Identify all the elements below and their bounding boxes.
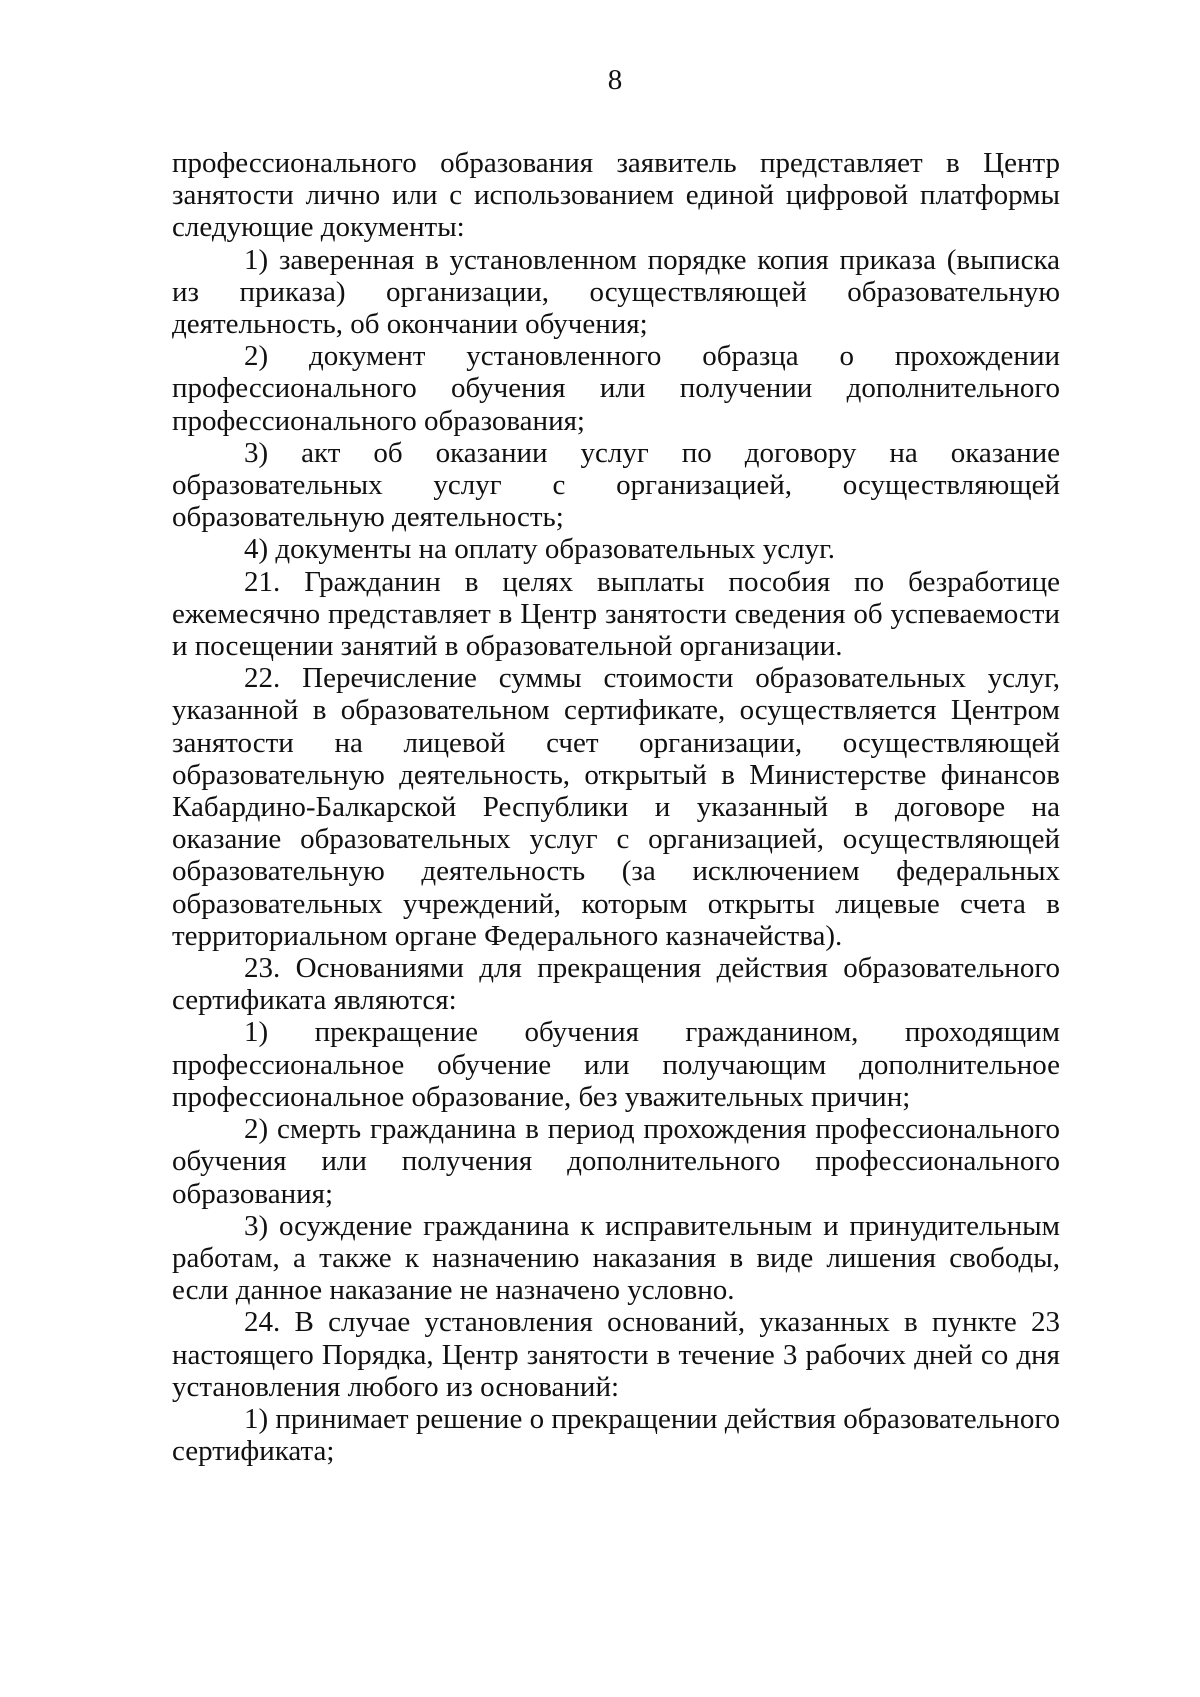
list-item-1: 1) заверенная в установленном порядке копия приказа (выписка из приказа) организации, осуществляющей образовательную деятельность, об окончании обучения; [172,243,1060,341]
clause-23: 23. Основаниями для прекращения действия образовательного сертификата являются: [172,952,1060,1017]
list-item-2: 2) документ установленного образца о прохождении профессионального обучения или получении дополнительного профессионального образования; [172,340,1060,437]
list-item-4: 4) документы на оплату образовательных услуг. [244,533,835,566]
clause-24: 24. В случае установления оснований, указанных в пункте 23 настоящего Порядка, Центр занятости в течение 3 рабочих дней со дня установления любого из оснований: [172,1306,1060,1403]
clause-22: 22. Перечисление суммы стоимости образовательных услуг, указанной в образовательном сертификате, осуществляется Центром занятости на лицевой счет организации, осуществляющей образовательную деятельность, открытый в Министерстве финансов Кабардино-Балкарской Республики и указанный в договоре на оказание образовательных услуг с организацией, осуществляющей образовательную деятельность (за исключением федеральных образовательных учреждений, которым открыты лицевые счета в территориальном органе Федерального казначейства). [172,662,1060,952]
page-number: 8 [607,64,623,96]
document-body [172,147,1060,1467]
paragraph-continuation: профессионального образования заявитель представляет в Центр занятости лично или с использованием единой цифровой платформы следующие документы: [172,147,1060,244]
clause-23-item-2: 2) смерть гражданина в период прохождения профессионального обучения или получения дополнительного профессионального образования; [172,1113,1060,1210]
clause-21: 21. Гражданин в целях выплаты пособия по безработице ежемесячно представляет в Центр занятости сведения об успеваемости и посещении занятий в образовательной организации. [172,565,1060,663]
clause-23-item-3: 3) осуждение гражданина к исправительным и принудительным работам, а также к назначению наказания в виде лишения свободы, если данное наказание не назначено условно. [172,1209,1060,1307]
clause-24-item-1: 1) принимает решение о прекращении действия образовательного сертификата; [172,1402,1060,1468]
list-item-3: 3) акт об оказании услуг по договору на оказание образовательных услуг с организацией, осуществляющей образовательную деятельность; [172,436,1060,534]
clause-23-item-1: 1) прекращение обучения гражданином, проходящим профессиональное обучение или получающим дополнительное профессиональное образование, без уважительных причин; [172,1016,1060,1113]
